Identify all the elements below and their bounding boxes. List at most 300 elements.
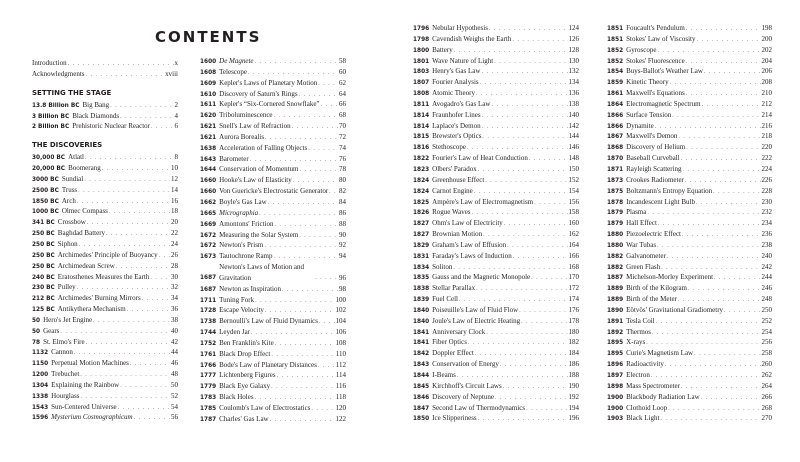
toc-entry[interactable] <box>607 56 772 67</box>
toc-entry[interactable] <box>200 240 346 251</box>
entry-title: Measuring the Solar System <box>219 230 299 239</box>
entry-year: 3000 BC <box>32 176 59 183</box>
toc-entry[interactable] <box>32 58 178 69</box>
toc-entry[interactable] <box>607 131 772 142</box>
toc-entry[interactable] <box>32 272 178 283</box>
entry-year: 1543 <box>32 404 49 411</box>
toc-entry[interactable] <box>607 23 772 34</box>
toc-entry[interactable] <box>413 34 579 45</box>
section-heading-discoveries: THE DISCOVERIES <box>32 141 103 150</box>
toc-entry[interactable] <box>413 262 579 273</box>
toc-entry[interactable] <box>32 111 178 122</box>
toc-entry[interactable] <box>413 186 579 197</box>
entry-title: Plasma <box>626 208 647 217</box>
entry-page: 72 <box>339 132 346 141</box>
entry-page: 132 <box>568 67 579 76</box>
entry-year: 1852 <box>607 58 624 65</box>
toc-entry[interactable] <box>607 251 772 262</box>
dot-leader <box>697 35 761 46</box>
entry-year: 1807 <box>413 80 430 87</box>
toc-entry[interactable] <box>32 239 178 250</box>
toc-entry[interactable] <box>32 315 178 326</box>
dot-leader <box>130 359 170 370</box>
entry-year: 1672 <box>200 232 217 239</box>
dot-leader <box>519 306 567 317</box>
toc-entry[interactable] <box>200 219 346 230</box>
toc-entry[interactable] <box>607 207 772 218</box>
entry-page: 258 <box>761 349 772 358</box>
toc-entry[interactable] <box>200 132 346 143</box>
entry-page: 216 <box>761 121 772 130</box>
entry-year: 1880 <box>607 242 624 249</box>
toc-entry[interactable] <box>607 45 772 56</box>
entry-title: Ben Franklin's Kite <box>219 338 274 347</box>
entry-year: 250 BC <box>32 263 55 270</box>
entry-year: 1766 <box>200 362 217 369</box>
toc-entry[interactable] <box>607 392 772 403</box>
toc-entry[interactable] <box>413 207 579 218</box>
entry-title: Black Eye Galaxy <box>219 382 271 391</box>
entry-page: 196 <box>568 414 579 423</box>
entry-page: 110 <box>335 349 346 358</box>
toc-entry[interactable] <box>413 66 579 77</box>
toc-entry[interactable] <box>413 56 579 67</box>
toc-entry[interactable] <box>607 218 772 229</box>
entry-title: Surface Tension <box>626 110 672 119</box>
toc-entry[interactable] <box>607 305 772 316</box>
dot-leader <box>665 360 761 371</box>
toc-entry[interactable] <box>32 228 178 239</box>
toc-column-1 <box>32 58 178 423</box>
toc-entry[interactable] <box>200 370 346 381</box>
toc-entry[interactable] <box>607 121 772 132</box>
entry-year: 1779 <box>200 384 217 391</box>
toc-entry[interactable] <box>413 23 579 34</box>
entry-title: Poiseuille's Law of Fluid Flow <box>432 305 519 314</box>
toc-entry[interactable] <box>32 326 178 337</box>
entry-page: 36 <box>171 305 178 314</box>
entry-year: 250 BC <box>32 252 55 259</box>
toc-entry[interactable] <box>413 99 579 110</box>
entry-page: 186 <box>568 360 579 369</box>
entry-year: 1871 <box>607 166 624 173</box>
entry-title: Fuel Cell <box>432 295 459 304</box>
toc-entry[interactable] <box>32 152 178 163</box>
toc-entry[interactable] <box>413 272 579 283</box>
entry-title: Black Holes <box>219 393 254 402</box>
toc-entry[interactable] <box>32 163 178 174</box>
section-heading-setting: SETTING THE STAGE <box>32 88 112 97</box>
entry-title: Maxwell's Equations <box>626 89 685 98</box>
toc-entry[interactable] <box>32 250 178 261</box>
entry-page: 56 <box>171 413 178 422</box>
dot-leader <box>512 35 567 46</box>
entry-title: Tuning Fork <box>219 295 255 304</box>
toc-entry[interactable] <box>32 347 178 358</box>
entry-title: Acknowledgments <box>32 69 85 78</box>
toc-entry[interactable] <box>413 327 579 338</box>
entry-page: 118 <box>335 393 346 402</box>
toc-entry[interactable] <box>413 337 579 348</box>
toc-entry[interactable] <box>32 217 178 228</box>
dot-leader <box>657 241 760 252</box>
entry-title: Galvanometer <box>626 251 666 260</box>
toc-entry[interactable] <box>607 294 772 305</box>
entry-title: Fraunhofer Lines <box>432 110 481 119</box>
toc-entry[interactable] <box>413 153 579 164</box>
dot-leader <box>299 231 338 242</box>
entry-year: 1800 <box>413 47 430 54</box>
toc-entry[interactable] <box>200 403 346 414</box>
entry-year: 1811 <box>413 101 430 108</box>
entry-title: Big Bang <box>82 100 110 109</box>
entry-title: Michelson-Morley Experiment <box>626 273 714 282</box>
toc-entry[interactable] <box>413 316 579 327</box>
entry-page: 168 <box>568 262 579 271</box>
entry-page: 240 <box>761 251 772 260</box>
dot-leader <box>714 273 760 284</box>
entry-year: 1882 <box>607 253 624 260</box>
toc-entry[interactable] <box>200 110 346 121</box>
toc-entry[interactable] <box>200 99 346 110</box>
entry-page: 254 <box>761 327 772 336</box>
dot-leader <box>683 165 761 176</box>
toc-entry[interactable] <box>413 240 579 251</box>
entry-page: 176 <box>568 305 579 314</box>
dot-leader <box>686 143 760 154</box>
entry-page: 236 <box>761 230 772 239</box>
toc-entry[interactable] <box>32 369 178 380</box>
toc-entry[interactable] <box>32 282 178 293</box>
entry-page: 226 <box>761 175 772 184</box>
toc-entry[interactable] <box>32 174 178 185</box>
entry-page: 238 <box>761 240 772 249</box>
entry-title: Battery <box>432 45 453 54</box>
toc-entry[interactable] <box>200 414 346 425</box>
entry-title: Buys-Ballot's Weather Law <box>626 67 703 76</box>
toc-entry[interactable] <box>200 143 346 154</box>
entry-year: 1840 <box>413 318 430 325</box>
toc-entry[interactable] <box>32 412 178 423</box>
entry-year: 1673 <box>200 254 217 261</box>
entry-year: 1662 <box>200 199 217 206</box>
toc-entry[interactable] <box>607 175 772 186</box>
toc-entry[interactable] <box>607 164 772 175</box>
dot-leader <box>534 198 567 209</box>
toc-entry[interactable] <box>413 348 579 359</box>
entry-year: 1816 <box>413 145 430 152</box>
entry-year: 1815 <box>413 134 430 141</box>
entry-year: 1868 <box>607 145 624 152</box>
entry-title: Amontons' Friction <box>219 219 274 228</box>
toc-entry[interactable] <box>413 229 579 240</box>
toc-entry[interactable] <box>200 164 346 175</box>
entry-year: 1785 <box>200 406 217 412</box>
entry-title: Ohm's Law of Electricity <box>432 219 503 228</box>
toc-entry[interactable] <box>413 77 579 88</box>
dot-leader <box>486 328 567 339</box>
entry-title: Stokes' Law of Viscosity <box>626 34 696 43</box>
entry-page: 86 <box>339 208 346 217</box>
toc-entry[interactable] <box>200 360 346 371</box>
toc-entry[interactable] <box>200 197 346 208</box>
toc-entry[interactable] <box>413 175 579 186</box>
toc-entry[interactable] <box>200 305 346 316</box>
entry-page: 268 <box>761 403 772 412</box>
toc-entry[interactable] <box>607 88 772 99</box>
entry-title: Kepler's “Six-Cornered Snowflake” <box>219 100 320 109</box>
toc-entry[interactable] <box>607 327 772 338</box>
toc-entry[interactable] <box>413 392 579 403</box>
entry-page: 50 <box>171 380 178 389</box>
entry-page: 78 <box>339 165 346 174</box>
toc-entry[interactable] <box>200 230 346 241</box>
dot-leader <box>478 165 568 176</box>
toc-entry[interactable] <box>200 56 346 67</box>
entry-year: 1687 <box>200 286 217 293</box>
entry-page: 264 <box>761 381 772 390</box>
entry-title: Atomic Theory <box>432 89 475 98</box>
entry-title: Archimedean Screw <box>57 261 115 270</box>
toc-entry[interactable] <box>200 121 346 132</box>
toc-entry[interactable] <box>607 66 772 77</box>
entry-title: Bernoulli's Law of Fluid Dynamics <box>219 317 319 326</box>
entry-title: Telescope <box>219 67 248 76</box>
entry-page: 270 <box>761 414 772 423</box>
toc-entry[interactable] <box>413 45 579 56</box>
entry-year: 1846 <box>413 394 430 401</box>
entry-page: 210 <box>761 89 772 98</box>
toc-entry[interactable] <box>413 110 579 121</box>
toc-entry[interactable] <box>200 295 346 306</box>
toc-entry[interactable] <box>200 78 346 89</box>
toc-entry[interactable] <box>607 370 772 381</box>
dot-leader <box>308 144 338 155</box>
toc-entry[interactable] <box>32 69 178 80</box>
entry-page: 106 <box>335 328 346 337</box>
entry-page: 192 <box>568 392 579 401</box>
entry-year: 1831 <box>413 253 430 260</box>
toc-entry[interactable] <box>607 99 772 110</box>
dot-leader <box>694 349 760 360</box>
toc-entry[interactable] <box>413 283 579 294</box>
toc-entry[interactable] <box>32 206 178 217</box>
toc-column-3 <box>413 23 579 424</box>
toc-entry[interactable] <box>413 164 579 175</box>
toc-entry[interactable] <box>413 381 579 392</box>
entry-year: 240 BC <box>32 274 55 281</box>
toc-entry[interactable] <box>200 154 346 165</box>
toc-entry[interactable] <box>32 196 178 207</box>
entry-year: 1896 <box>607 362 624 369</box>
entry-page: 230 <box>761 197 772 206</box>
entry-page: 108 <box>335 338 346 347</box>
entry-year: 1798 <box>413 36 430 43</box>
toc-entry[interactable] <box>413 370 579 381</box>
entry-year: 230 BC <box>32 285 55 292</box>
toc-entry[interactable] <box>200 327 346 338</box>
toc-entry[interactable] <box>32 121 178 132</box>
entry-page: 90 <box>339 230 346 239</box>
entry-page: 64 <box>339 89 346 98</box>
entry-page: x <box>174 59 178 67</box>
entry-title: Micrographia <box>219 208 259 217</box>
entry-title: Gears <box>43 326 60 335</box>
entry-title: Dynamite <box>626 121 654 130</box>
toc-entry[interactable] <box>200 262 346 284</box>
entry-page: 158 <box>568 208 579 217</box>
toc-entry[interactable] <box>32 261 178 272</box>
entry-page: 170 <box>568 273 579 282</box>
entry-year: 1200 <box>32 372 49 379</box>
toc-entry[interactable] <box>607 337 772 348</box>
toc-entry[interactable] <box>32 100 178 111</box>
toc-entry[interactable] <box>607 186 772 197</box>
entry-title: Eötvös' Gravitational Gradiometry <box>626 305 724 314</box>
entry-year: 250 BC <box>32 231 55 238</box>
toc-entry[interactable] <box>607 197 772 208</box>
toc-entry[interactable] <box>607 413 772 424</box>
toc-entry[interactable] <box>200 186 346 197</box>
toc-entry[interactable] <box>413 359 579 370</box>
dot-leader <box>494 57 567 68</box>
toc-entry[interactable] <box>607 348 772 359</box>
entry-page: 182 <box>568 338 579 347</box>
entry-title: Escape Velocity <box>219 306 264 315</box>
toc-entry[interactable] <box>413 413 579 424</box>
entry-page: 26 <box>171 250 178 259</box>
entry-title: Triboluminescence <box>219 111 273 120</box>
toc-entry[interactable] <box>32 293 178 304</box>
toc-entry[interactable] <box>32 304 178 315</box>
toc-entry[interactable] <box>607 110 772 121</box>
toc-entry[interactable] <box>607 359 772 370</box>
toc-entry[interactable] <box>413 88 579 99</box>
toc-entry[interactable] <box>413 142 579 153</box>
toc-entry[interactable] <box>200 392 346 403</box>
toc-entry[interactable] <box>607 142 772 153</box>
toc-entry[interactable] <box>607 272 772 283</box>
entry-year: 1875 <box>607 188 624 195</box>
entry-year: 1850 <box>413 416 430 423</box>
dot-leader <box>277 371 335 382</box>
entry-year: 1898 <box>607 383 624 390</box>
entry-year: 1866 <box>607 123 624 130</box>
toc-entry[interactable] <box>413 197 579 208</box>
entry-title: Black Diamonds <box>72 111 120 120</box>
entry-year: 1824 <box>413 188 430 195</box>
toc-entry[interactable] <box>200 89 346 100</box>
toc-entry[interactable] <box>607 229 772 240</box>
entry-year: 1850 BC <box>32 198 59 205</box>
entry-page: 100 <box>335 295 346 304</box>
toc-entry[interactable] <box>200 316 346 327</box>
toc-entry[interactable] <box>32 185 178 196</box>
entry-title: Bode's Law of Planetary Distances <box>219 360 317 369</box>
toc-entry[interactable] <box>413 131 579 142</box>
entry-title: Hero's Jet Engine <box>43 315 93 324</box>
dot-leader <box>500 360 568 371</box>
toc-entry[interactable] <box>607 240 772 251</box>
entry-year: 1870 <box>607 156 624 163</box>
toc-entry[interactable] <box>32 337 178 348</box>
toc-entry[interactable] <box>32 358 178 369</box>
toc-entry[interactable] <box>200 251 346 262</box>
dot-leader <box>150 273 170 284</box>
toc-entry[interactable] <box>607 403 772 414</box>
entry-page: 34 <box>171 294 178 303</box>
toc-entry[interactable] <box>200 284 346 295</box>
toc-entry[interactable] <box>200 208 346 219</box>
entry-year: 1842 <box>413 351 430 358</box>
toc-entry[interactable] <box>607 316 772 327</box>
entry-title: Black Light <box>626 414 660 423</box>
entry-page: 162 <box>568 230 579 239</box>
toc-entry[interactable] <box>200 349 346 360</box>
toc-column-2 <box>200 56 346 425</box>
entry-year: 1150 <box>32 361 49 368</box>
toc-entry[interactable] <box>32 391 178 402</box>
entry-year: 1900 <box>607 405 624 412</box>
toc-entry[interactable] <box>32 402 178 413</box>
toc-entry[interactable] <box>413 121 579 132</box>
toc-entry[interactable] <box>200 175 346 186</box>
toc-entry[interactable] <box>413 305 579 316</box>
entry-year: 1838 <box>413 286 430 293</box>
entry-year: 1752 <box>200 340 217 347</box>
entry-page: 4 <box>174 111 178 120</box>
entry-year: 1824 <box>413 177 430 184</box>
toc-entry[interactable] <box>200 338 346 349</box>
toc-entry[interactable] <box>413 294 579 305</box>
dot-leader <box>476 284 567 295</box>
entry-page: 46 <box>171 359 178 368</box>
entry-page: 24 <box>171 239 178 248</box>
entry-title: Baghdad Battery <box>57 229 106 238</box>
entry-year: 1609 <box>200 80 217 87</box>
toc-entry[interactable] <box>607 262 772 273</box>
toc-entry[interactable] <box>607 77 772 88</box>
entry-year: 1843 <box>413 362 430 369</box>
entry-page: 68 <box>339 111 346 120</box>
toc-entry[interactable] <box>607 381 772 392</box>
toc-entry[interactable] <box>413 403 579 414</box>
entry-page: 104 <box>335 317 346 326</box>
entry-page: 256 <box>761 338 772 347</box>
toc-entry[interactable] <box>32 380 178 391</box>
entry-year: 1796 <box>413 26 430 32</box>
entry-page: 146 <box>568 143 579 152</box>
entry-page: 246 <box>761 284 772 293</box>
dot-leader <box>127 305 170 316</box>
toc-entry[interactable] <box>607 34 772 45</box>
entry-title: Crookes Radiometer <box>626 175 684 184</box>
toc-entry[interactable] <box>607 153 772 164</box>
toc-entry[interactable] <box>200 381 346 392</box>
toc-entry[interactable] <box>413 218 579 229</box>
toc-entry[interactable] <box>413 251 579 262</box>
entry-page: 234 <box>761 219 772 228</box>
dot-leader <box>526 404 567 415</box>
toc-entry[interactable] <box>200 67 346 78</box>
entry-year: 1890 <box>607 307 624 314</box>
entry-page: 206 <box>761 67 772 76</box>
entry-title: Rayleigh Scattering <box>626 164 682 173</box>
entry-page: 116 <box>335 382 346 391</box>
entry-page: 150 <box>568 164 579 173</box>
toc-entry[interactable] <box>607 283 772 294</box>
entry-page: 38 <box>171 315 178 324</box>
